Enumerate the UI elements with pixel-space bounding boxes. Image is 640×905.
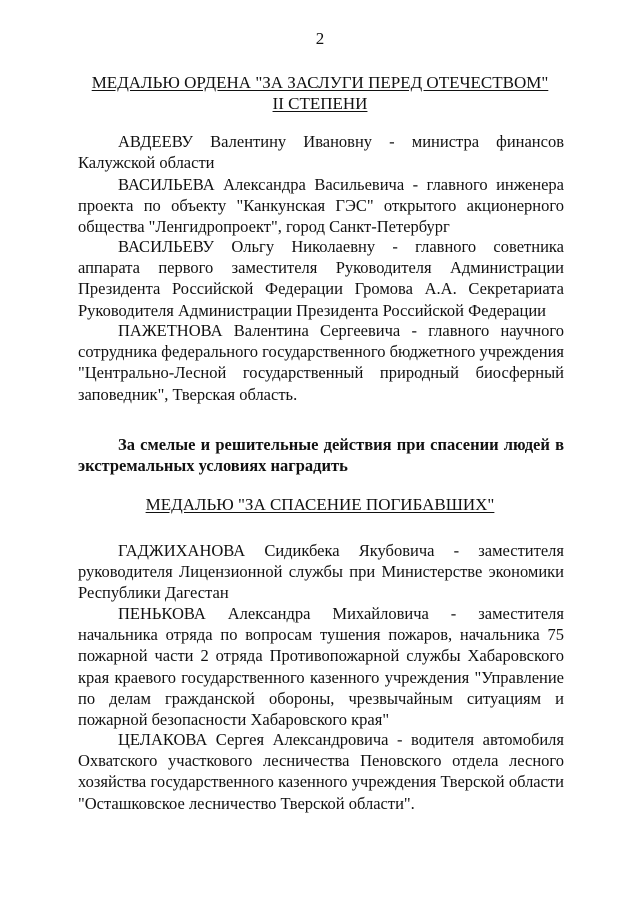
- award-entry: ГАДЖИХАНОВА Сидикбека Якубовича - заместителя руководителя Лицензионной службы при Министерстве экономики Республики Дагестан: [78, 541, 564, 603]
- award-entry: ВАСИЛЬЕВУ Ольгу Николаевну - главного советника аппарата первого заместителя Руководителя Администрации Президента Российской Федерации Громова А.А. Секретариата Руководителя Администрации Президента Российской Федерации: [78, 237, 564, 320]
- section1-title-line1-text: МЕДАЛЬЮ ОРДЕНА "ЗА ЗАСЛУГИ ПЕРЕД ОТЕЧЕСТВОМ": [91, 73, 549, 92]
- award-entry: ЦЕЛАКОВА Сергея Александровича - водителя автомобиля Охватского участкового лесничества Пеновского отдела лесного хозяйства государственного казенного учреждения Тверской области "Осташковское лесничество Тверской области".: [78, 730, 564, 813]
- award-entry: ПАЖЕТНОВА Валентина Сергеевича - главного научного сотрудника федерального государственного бюджетного учреждения "Центрально-Лесной государственный природный биосферный заповедник", Тверская область.: [78, 321, 564, 404]
- section1-title-line2-text: II СТЕПЕНИ: [272, 94, 368, 113]
- section2-title: [0, 494, 640, 515]
- order-text: За смелые и решительные действия при спасении людей в экстремальных условиях наградить: [78, 435, 564, 476]
- page-number: 2: [315, 29, 325, 48]
- award-entry: АВДЕЕВУ Валентину Ивановну - министра финансов Калужской области: [78, 132, 564, 173]
- section2-title-text: МЕДАЛЬЮ "ЗА СПАСЕНИЕ ПОГИБАВШИХ": [145, 495, 495, 514]
- award-entry: ПЕНЬКОВА Александра Михайловича - заместителя начальника отряда по вопросам тушения пожаров, начальника 75 пожарной части 2 отряда Противопожарной службы Хабаровского края краевого государственного казенного учреждения "Управление по делам гражданской обороны, чрезвычайным ситуациям и пожарной безопасности Хабаровского края": [78, 604, 564, 730]
- award-entry: ВАСИЛЬЕВА Александра Васильевича - главного инженера проекта по объекту "Канкунская ГЭС" открытого акционерного общества "Ленгидропроект", город Санкт-Петербург: [78, 175, 564, 237]
- section1-title-line2: [0, 93, 640, 114]
- section1-title-line1: [0, 72, 640, 93]
